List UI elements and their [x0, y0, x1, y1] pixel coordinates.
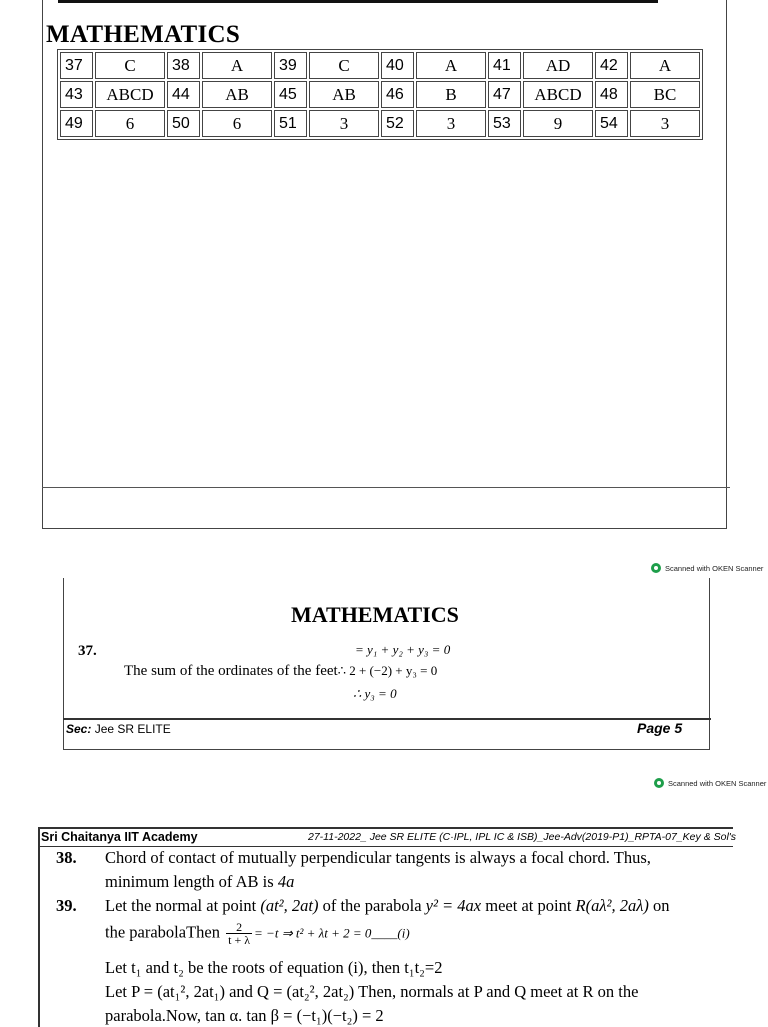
- question-number-cell: 43: [60, 81, 93, 108]
- horizontal-rule: [42, 487, 730, 488]
- question-number: 37.: [78, 643, 97, 659]
- answer-cell: AD: [523, 52, 593, 79]
- paper-header: 27-11-2022_ Jee SR ELITE (C·IPL, IPL IC & ISB)_Jee-Adv(2019-P1)_RPTA-07_Key & Sol's: [308, 831, 737, 843]
- question-number-cell: 37: [60, 52, 93, 79]
- answer-cell: 9: [523, 110, 593, 137]
- answer-cell: ABCD: [95, 81, 165, 108]
- question-number-cell: 46: [381, 81, 414, 108]
- solution-line: Let P = (at₁², 2at₁) and Q = (at₂², 2at₂) Then, normals at P and Q meet at R on the: [105, 982, 639, 1001]
- question-number-cell: 49: [60, 110, 93, 137]
- institute-name: Sri Chaitanya IIT Academy: [41, 830, 198, 844]
- question-number-cell: 47: [488, 81, 521, 108]
- question-number-cell: 41: [488, 52, 521, 79]
- top-rule: [58, 0, 658, 3]
- question-number-cell: 48: [595, 81, 628, 108]
- answer-cell: AB: [309, 81, 379, 108]
- answer-cell: C: [95, 52, 165, 79]
- answer-key-table: [57, 49, 703, 140]
- answer-cell: AB: [202, 81, 272, 108]
- answer-cell: 6: [95, 110, 165, 137]
- scanner-watermark: Scanned with OKEN Scanner: [654, 778, 766, 788]
- answer-cell: A: [630, 52, 700, 79]
- solution-line: the parabolaThen $\frac{2}{t + \lambda}$ = −t ⇒ t² + λt + 2 = 0____(i): [105, 920, 410, 947]
- header-rule: [38, 846, 733, 847]
- question-number-cell: 44: [167, 81, 200, 108]
- header-rule: [38, 827, 733, 829]
- question-number-cell: 52: [381, 110, 414, 137]
- section-footer: Sec: Jee SR ELITE: [66, 722, 171, 736]
- table-row: [60, 81, 700, 108]
- answer-cell: C: [309, 52, 379, 79]
- page-border: [38, 827, 40, 1027]
- solution-line: The sum of the ordinates of the feet∴ 2 + (−2) + y₃ = 0: [124, 663, 438, 679]
- solution-title: MATHEMATICS: [291, 602, 459, 627]
- answer-cell: A: [416, 52, 486, 79]
- answer-cell: B: [416, 81, 486, 108]
- solution-line: parabola.Now, tan α. tan β = (−t₁)(−t₂) = 2: [105, 1006, 384, 1025]
- answer-cell: 3: [630, 110, 700, 137]
- footer-rule: [63, 718, 711, 720]
- question-number: 39.: [56, 896, 77, 915]
- solution-line: Let t₁ and t₂ be the roots of equation (i), then t₁t₂=2: [105, 958, 443, 977]
- answer-cell: A: [202, 52, 272, 79]
- solution-line: Chord of contact of mutually perpendicular tangents is always a focal chord. Thus,: [105, 848, 651, 867]
- solution-line: = y₁ + y₂ + y₃ = 0: [355, 642, 451, 657]
- answer-cell: 6: [202, 110, 272, 137]
- question-number-cell: 39: [274, 52, 307, 79]
- section-title: MATHEMATICS: [46, 21, 241, 48]
- question-number-cell: 42: [595, 52, 628, 79]
- question-number-cell: 54: [595, 110, 628, 137]
- answer-cell: ABCD: [523, 81, 593, 108]
- question-number-cell: 40: [381, 52, 414, 79]
- answer-cell: 3: [309, 110, 379, 137]
- table-row: [60, 52, 700, 79]
- scanner-logo-icon: [651, 563, 661, 573]
- solution-line: Let the normal at point (at², 2at) of the parabola y² = 4ax meet at point R(aλ², 2aλ) on: [105, 896, 670, 915]
- solution-line: ∴ y₃ = 0: [353, 686, 397, 701]
- question-number-cell: 53: [488, 110, 521, 137]
- question-number-cell: 50: [167, 110, 200, 137]
- solution-line: minimum length of AB is 4a: [105, 872, 295, 891]
- page-number: Page 5: [637, 720, 683, 736]
- answer-cell: 3: [416, 110, 486, 137]
- scanner-watermark: Scanned with OKEN Scanner: [651, 563, 763, 573]
- question-number-cell: 51: [274, 110, 307, 137]
- question-number-cell: 38: [167, 52, 200, 79]
- answer-cell: BC: [630, 81, 700, 108]
- question-number: 38.: [56, 848, 77, 867]
- table-row: [60, 110, 700, 137]
- scanner-logo-icon: [654, 778, 664, 788]
- question-number-cell: 45: [274, 81, 307, 108]
- fraction: $\frac{2}{t + \lambda}$: [228, 920, 251, 947]
